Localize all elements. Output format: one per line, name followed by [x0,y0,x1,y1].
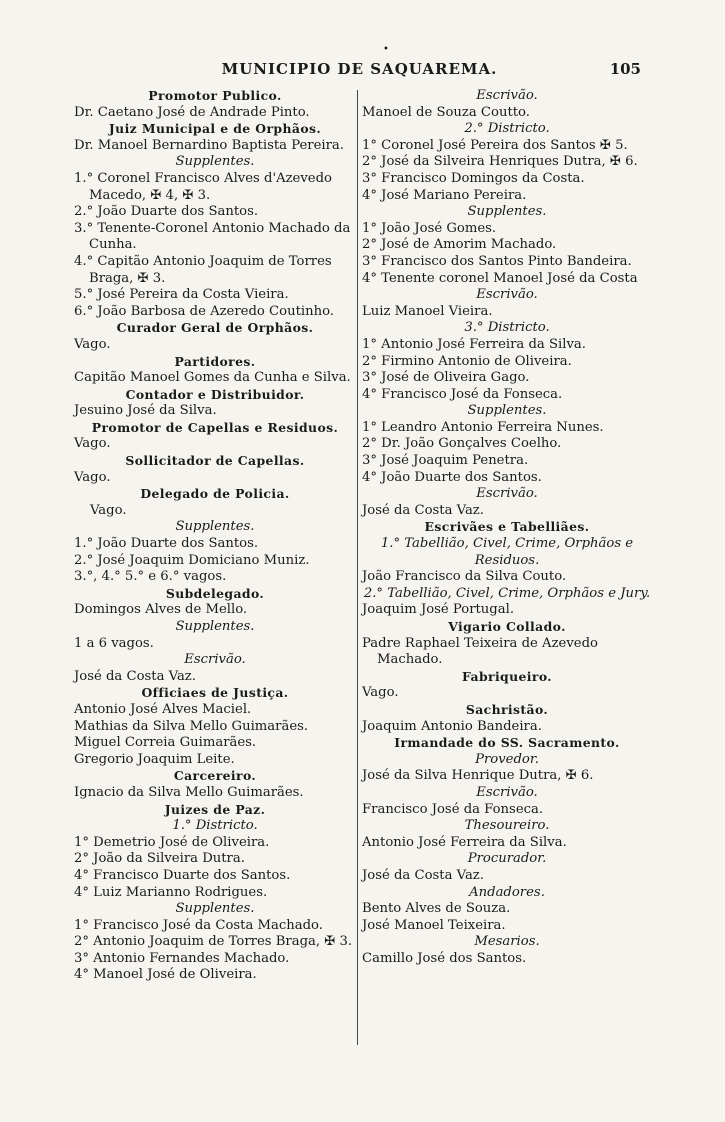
entry-line: Domingos Alves de Mello. [74,602,248,618]
section-heading: Carcereiro. [173,768,257,784]
entry-line: 2° José de Amorim Machado. [362,237,557,253]
page-header [78,60,641,82]
subheading: Supplentes. [467,204,547,220]
subheading: Andadores. [469,884,545,900]
section-heading: Irmandade do SS. Sacramento. [394,735,620,751]
entry-line: Vago. [74,336,111,352]
entry-line: 3.°, 4.° 5.° e 6.° vagos. [74,569,227,585]
subheading: Escrivão. [476,287,538,303]
section-heading: Subdelegado. [165,585,265,601]
entry-line: Vago. [90,502,127,518]
subheading: 1.° Tabellião, Civel, Crime, Orphãos e Residuos. [380,536,634,568]
entry-line: 1° Coronel José Pereira dos Santos ✠ 5. [362,137,628,153]
entry-line: 3° José de Oliveira Gago. [362,370,530,386]
entry-line: 1° Antonio José Ferreira da Silva. [362,336,586,352]
section-heading: Juiz Municipal e de Orphãos. [108,121,322,137]
entry-line: 4° João Duarte dos Santos. [362,469,542,485]
entry-line: José da Silva Henrique Dutra, ✠ 6. [362,768,594,784]
entry-line: Vago. [74,469,111,485]
entry-line: 3.° Tenente-Coronel Antonio Machado da Cunha. [74,220,351,253]
entry-line: 4° José Mariano Pereira. [362,187,527,203]
print-dot: • [383,44,389,55]
section-heading: Vigario Collado. [448,619,566,634]
entry-line: 4° Luiz Marianno Rodrigues. [74,884,268,900]
entry-line: Joaquim José Portugal. [362,602,515,618]
entry-line: Mathias da Silva Mello Guimarães. [74,718,309,734]
section-heading: Delegado de Policia. [140,486,290,502]
entry-line: Antonio José Alves Maciel. [74,701,252,717]
entry-line: 2.° José Joaquim Domiciano Muniz. [74,552,310,568]
entry-line: Bento Alves de Souza. [362,901,511,917]
entry-line: Manoel de Souza Coutto. [362,104,530,120]
section-heading: Fabriqueiro. [462,668,552,684]
section-heading: Curador Geral de Orphãos. [116,320,314,336]
right-column [362,88,652,967]
subheading: Escrivão. [476,88,538,103]
entry-line: 4° Tenente coronel Manoel José da Costa [362,270,638,286]
entry-line: Jesuino José da Silva. [74,403,217,419]
subheading: Procurador. [467,851,547,867]
entry-line: Francisco José da Fonseca. [362,801,544,817]
entry-line: Dr. Manoel Bernardino Baptista Pereira. [74,137,344,153]
section-heading: Officiaes de Justiça. [141,685,289,701]
entry-line: 4° Manoel José de Oliveira. [74,967,257,983]
entry-line: 1.° Coronel Francisco Alves d'Azevedo Macedo, ✠ 4, ✠ 3. [74,170,332,203]
subheading: Supplentes. [175,519,255,535]
entry-line: José da Costa Vaz. [74,668,196,684]
subheading: Mesarios. [474,934,540,950]
entry-line: Capitão Manoel Gomes da Cunha e Silva. [74,370,351,386]
entry-line: 1° João José Gomes. [362,220,497,236]
entry-line: Ignacio da Silva Mello Guimarães. [74,784,304,800]
entry-line: Antonio José Ferreira da Silva. [362,834,567,850]
entry-line: José da Costa Vaz. [362,867,484,883]
subheading: Escrivão. [476,486,538,502]
left-column [74,88,356,984]
section-heading: Partidores. [174,353,256,369]
entry-line: 4.° Capitão Antonio Joaquim de Torres Braga, ✠ 3. [74,253,332,286]
subheading: Escrivão. [184,652,246,668]
running-head: MUNICIPIO DE SAQUAREMA. [221,60,498,78]
subheading: Provedor. [475,751,539,767]
entry-line: Padre Raphael Teixeira de Azevedo Machado. [362,635,598,668]
entry-line: Vago. [74,436,111,452]
entry-line: Vago. [362,685,399,701]
subheading: 3.° Districto. [464,320,550,336]
entry-line: 1° Demetrio José de Oliveira. [74,834,270,850]
entry-line: 1° Francisco José da Costa Machado. [74,917,323,933]
entry-line: 2.° João Duarte dos Santos. [74,204,259,220]
section-heading: Sachristão. [465,701,549,717]
entry-line: 2° João da Silveira Dutra. [74,851,245,867]
subheading: Supplentes. [175,619,255,634]
entry-line: 4° Francisco Duarte dos Santos. [74,867,291,883]
section-heading: Escrivães e Tabelliães. [424,519,590,535]
section-heading: Juizes de Paz. [164,801,266,817]
entry-line: 3° Francisco dos Santos Pinto Bandeira. [362,253,632,269]
entry-line: 2° Dr. João Gonçalves Coelho. [362,436,562,452]
entry-line: 2° José da Silveira Henriques Dutra, ✠ 6. [362,154,638,170]
column-rule [357,90,358,1045]
page-number: 105 [609,60,641,78]
subheading: Supplentes. [467,403,547,419]
subheading: 2.° Districto. [464,121,550,137]
entry-line: Luiz Manoel Vieira. [362,303,493,319]
entry-line: Dr. Caetano José de Andrade Pinto. [74,104,310,120]
entry-line: 3° Francisco Domingos da Costa. [362,170,585,186]
subheading: Thesoureiro. [464,818,550,834]
entry-line: José da Costa Vaz. [362,502,484,518]
entry-line: 1° Leandro Antonio Ferreira Nunes. [362,419,604,435]
subheading: 2.° Tabellião, Civel, Crime, Orphãos e Jury. [363,585,651,601]
subheading: Escrivão. [476,784,538,800]
entry-line: 6.° João Barbosa de Azeredo Coutinho. [74,303,334,319]
entry-line: Gregorio Joaquim Leite. [74,751,235,767]
subheading: 1.° Districto. [172,818,258,834]
section-heading: Contador e Distribuidor. [125,386,305,402]
entry-line: 4° Francisco José da Fonseca. [362,386,563,402]
section-heading: Promotor Publico. [148,88,282,103]
entry-line: Miguel Correia Guimarães. [74,735,257,751]
entry-line: 1.° João Duarte dos Santos. [74,536,259,552]
entry-line: 5.° José Pereira da Costa Vieira. [74,287,289,303]
entry-line: 2° Antonio Joaquim de Torres Braga, ✠ 3. [74,934,353,950]
entry-line: 2° Firmino Antonio de Oliveira. [362,353,572,369]
section-heading: Sollicitador de Capellas. [125,453,305,469]
entry-line: João Francisco da Silva Couto. [362,569,567,585]
entry-line: Joaquim Antonio Bandeira. [362,718,542,734]
entry-line: Camillo José dos Santos. [362,950,527,966]
subheading: Supplentes. [175,901,255,917]
subheading: Supplentes. [175,154,255,170]
entry-line: 3° Antonio Fernandes Machado. [74,950,290,966]
entry-line: 1 a 6 vagos. [74,635,154,651]
section-heading: Promotor de Capellas e Residuos. [91,419,339,435]
entry-line: 3° José Joaquim Penetra. [362,453,529,469]
entry-line: José Manoel Teixeira. [362,917,506,933]
